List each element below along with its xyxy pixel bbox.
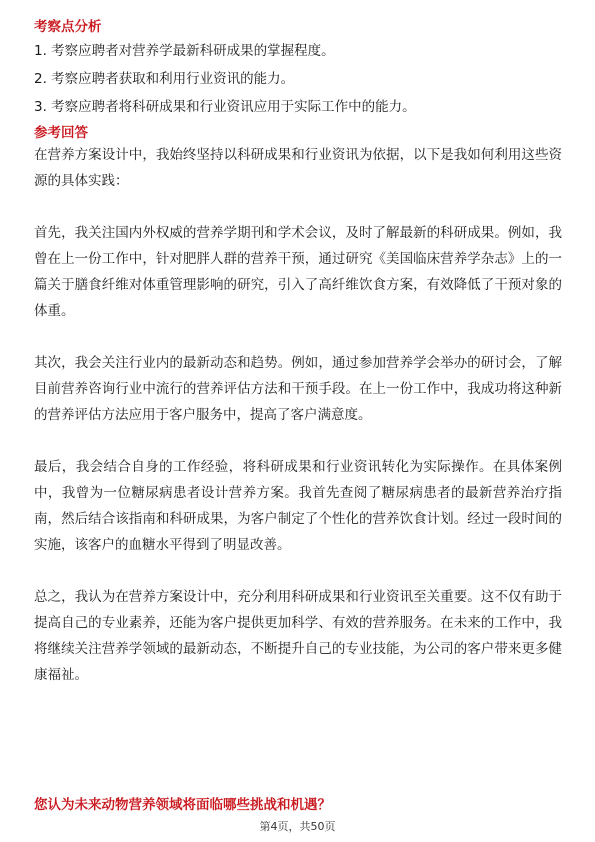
answer-paragraph-intro: 在营养方案设计中，我始终坚持以科研成果和行业资讯为依据，以下是我如何利用这些资源的具体实践： <box>34 147 562 189</box>
answer-paragraph-first: 首先，我关注国内外权威的营养学期刊和学术会议，及时了解最新的科研成果。例如，我曾在上一份工作中，针对肥胖人群的营养干预，通过研究《美国临床营养学杂志》上的一篇关于膳食纤维对体重管理影响的研究，引入了高纤维饮食方案，有效降低了干预对象的体重。 <box>34 225 562 319</box>
section-title-analysis: 考察点分析 <box>34 19 102 35</box>
section-title-answer: 参考回答 <box>34 125 88 141</box>
next-question-heading: 您认为未来动物营养领域将面临哪些挑战和机遇？ <box>34 797 331 813</box>
page-content <box>34 18 562 688</box>
list-item: 1. 考察应聘者对营养学最新科研成果的掌握程度。 <box>34 43 335 59</box>
answer-paragraph-third: 最后，我会结合自身的工作经验，将科研成果和行业资讯转化为实际操作。在具体案例中，我曾为一位糖尿病患者设计营养方案。我首先查阅了糖尿病患者的最新营养治疗指南，然后结合该指南和科研成果，为客户制定了个性化的营养饮食计划。经过一段时间的实施，该客户的血糖水平得到了明显改善。 <box>34 459 562 553</box>
analysis-list <box>34 42 562 116</box>
page-footer: 第4页，共50页 <box>259 820 336 833</box>
answer-paragraph-conclusion: 总之，我认为在营养方案设计中，充分利用科研成果和行业资讯至关重要。这不仅有助于提高自己的专业素养，还能为客户提供更加科学、有效的营养服务。在未来的工作中，我将继续关注营养学领域的最新动态，不断提升自己的专业技能，为公司的客户带来更多健康福祉。 <box>34 589 562 683</box>
answer-paragraph-second: 其次，我会关注行业内的最新动态和趋势。例如，通过参加营养学会举办的研讨会，了解目前营养咨询行业中流行的营养评估方法和干预手段。在上一份工作中，我成功将这种新的营养评估方法应用于客户服务中，提高了客户满意度。 <box>34 355 562 423</box>
list-item: 3. 考察应聘者将科研成果和行业资讯应用于实际工作中的能力。 <box>34 99 416 115</box>
list-item: 2. 考察应聘者获取和利用行业资讯的能力。 <box>34 71 295 87</box>
